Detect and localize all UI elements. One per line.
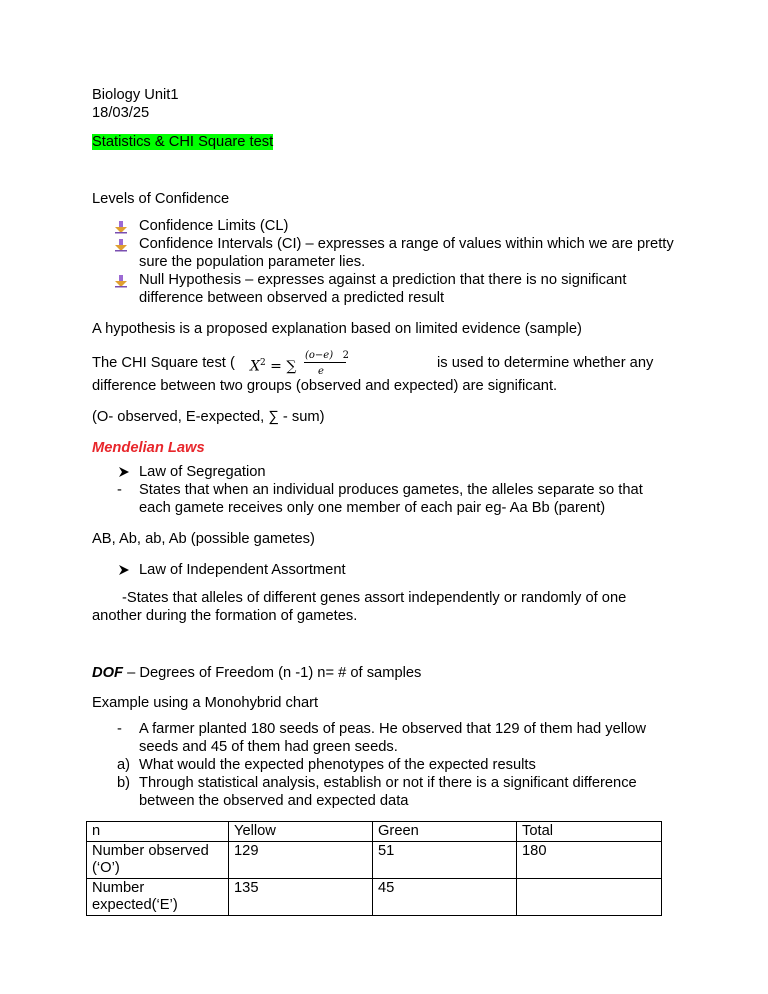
question-a: What would the expected phenotypes of the expected results: [139, 757, 536, 773]
question-b-line2: between the observed and expected data: [139, 793, 409, 809]
table-header-cell: n: [87, 822, 229, 842]
topic-title: [92, 133, 273, 151]
dof-line: [92, 664, 421, 682]
chi-line-2: difference between two groups (observed and expected) are significant.: [92, 378, 558, 394]
bullet-item: Confidence Intervals (CI) – expresses a range of values within which we are pretty sure the population parameter lies.: [139, 236, 674, 270]
arrow-bullet-icon: [118, 466, 130, 478]
confidence-heading: Levels of Confidence: [92, 191, 230, 207]
table-cell: Number observed (‘O’): [87, 842, 229, 879]
bullet-item: Null Hypothesis – expresses against a prediction that there is no significant difference between observed a predicted result: [139, 272, 627, 306]
example-problem-line1: A farmer planted 180 seeds of peas. He observed that 129 of them had yellow: [139, 721, 647, 737]
table-cell: 51: [373, 842, 517, 879]
dof-definition: – Degrees of Freedom (n -1) n= # of samples: [123, 665, 422, 681]
down-arrow-bullet-icon: [114, 238, 128, 252]
chi-line-end: is used to determine whether any: [437, 355, 654, 371]
table-cell: 129: [229, 842, 373, 879]
table-cell: Number expected(‘E’): [87, 879, 229, 916]
table-cell: 45: [373, 879, 517, 916]
down-arrow-bullet-icon: [114, 220, 128, 234]
subject-line: Biology Unit1: [92, 87, 179, 103]
table-header-cell: Total: [517, 822, 662, 842]
formula-numerator: (o−e) 2: [305, 350, 350, 361]
fraction-bar: [304, 362, 346, 363]
dash-marker: -: [117, 721, 122, 737]
dof-term: DOF: [92, 665, 124, 681]
dash-marker: -: [117, 482, 122, 498]
formula-denominator: e: [318, 366, 324, 377]
gametes-line: AB, Ab, ab, Ab (possible gametes): [92, 531, 315, 547]
law-independent-assortment: Law of Independent Assortment: [139, 562, 346, 578]
law2-desc-line1: -States that alleles of different genes assort independently or randomly of one: [122, 590, 627, 606]
question-a-label: a): [117, 757, 131, 773]
table-row: [87, 842, 662, 879]
observed-expected-table: [86, 821, 662, 916]
chi-line-start: The CHI Square test (: [92, 355, 235, 371]
law-segregation: Law of Segregation: [139, 464, 266, 480]
mendel-heading: Mendelian Laws: [92, 440, 205, 456]
table-header-cell: Green: [373, 822, 517, 842]
law1-desc-line2: each gamete receives only one member of each pair eg- Aa Bb (parent): [139, 500, 606, 516]
hypothesis-text: A hypothesis is a proposed explanation based on limited evidence (sample): [92, 321, 582, 337]
question-b-line1: Through statistical analysis, establish or not if there is a significant difference: [139, 775, 637, 791]
table-cell: [517, 879, 662, 916]
bullet-item: Confidence Limits (CL): [139, 218, 289, 234]
table-cell: 180: [517, 842, 662, 879]
table-header-row: [87, 822, 662, 842]
chi-formula: $X^2$ = ∑: [250, 358, 297, 375]
table-row: [87, 879, 662, 916]
question-b-label: b): [117, 775, 131, 791]
example-heading: Example using a Monohybrid chart: [92, 695, 319, 711]
chi-legend: (O- observed, E-expected, ∑ - sum): [92, 409, 325, 425]
law1-desc-line1: States that when an individual produces gametes, the alleles separate so that: [139, 482, 643, 498]
down-arrow-bullet-icon: [114, 274, 128, 288]
example-problem-line2: seeds and 45 of them had green seeds.: [139, 739, 398, 755]
topic-highlight: Statistics & CHI Square test: [92, 134, 274, 150]
date-line: 18/03/25: [92, 105, 150, 121]
arrow-bullet-icon: [118, 564, 130, 576]
law2-desc-line2: another during the formation of gametes.: [92, 608, 358, 624]
table-cell: 135: [229, 879, 373, 916]
table-header-cell: Yellow: [229, 822, 373, 842]
